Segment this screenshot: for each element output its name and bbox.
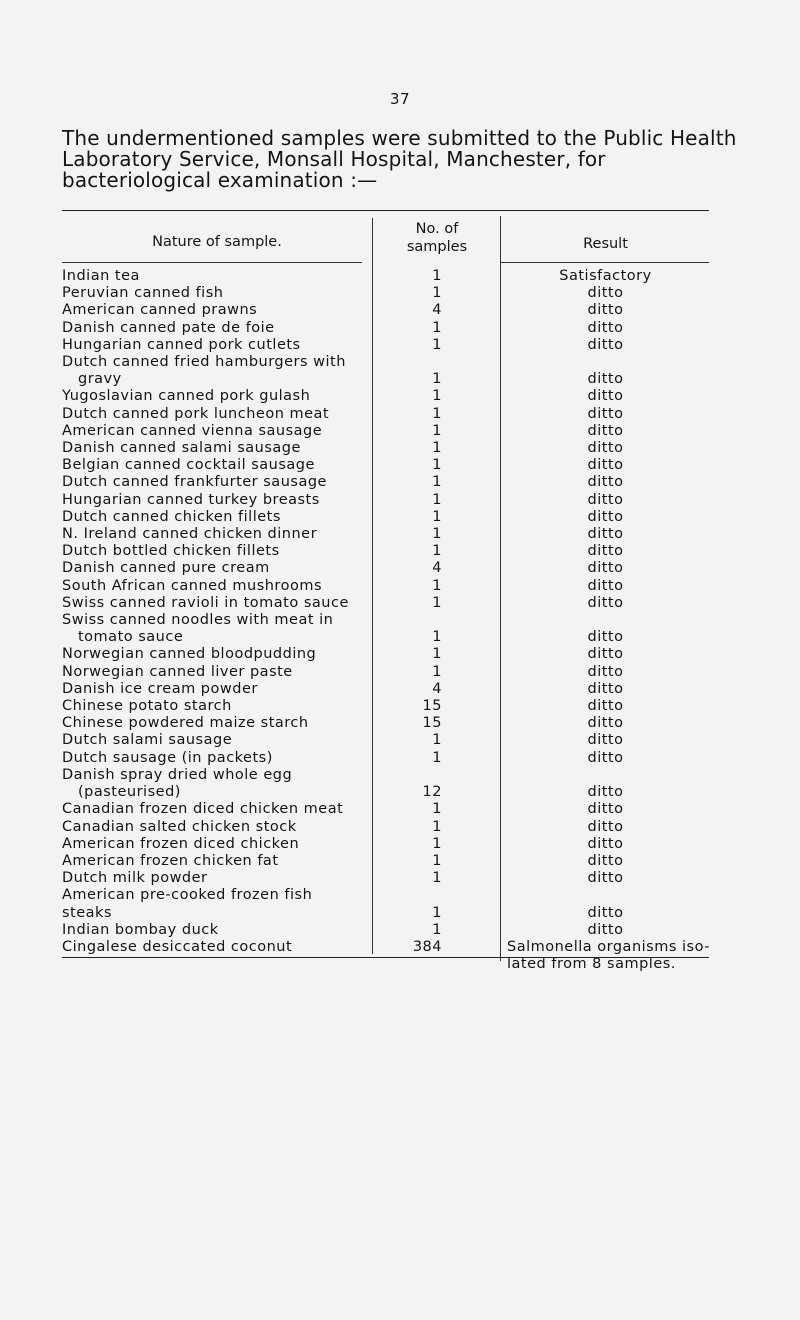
sample-name [62, 560, 362, 577]
sample-name-text: Dutch milk powder [62, 870, 208, 887]
header-underline-name [62, 262, 362, 263]
table-row [62, 750, 709, 767]
sample-result: ditto [587, 491, 624, 508]
sample-result: ditto [587, 440, 624, 457]
sample-name [62, 836, 362, 853]
sample-name [62, 268, 362, 285]
sample-name [62, 595, 362, 612]
table-row [62, 870, 709, 887]
sample-name-text: Dutch canned frankfurter sausage [62, 474, 327, 491]
sample-count: 15 [422, 698, 442, 715]
sample-name [62, 732, 362, 749]
sample-name [62, 526, 362, 543]
sample-name [62, 939, 362, 956]
sample-result-line1: Salmonella organisms iso- [507, 938, 710, 955]
sample-count: 1 [432, 319, 442, 336]
table-row [62, 388, 709, 405]
sample-name [62, 578, 362, 595]
table-row [62, 320, 709, 337]
sample-count: 1 [432, 629, 442, 646]
sample-result: ditto [587, 371, 624, 388]
sample-count: 4 [432, 680, 442, 697]
sample-name [62, 354, 362, 388]
sample-name [62, 474, 362, 491]
sample-count: 1 [432, 268, 442, 284]
sample-name [62, 612, 362, 646]
sample-name-text: Canadian salted chicken stock [62, 818, 297, 835]
table-row [62, 302, 709, 319]
sample-name [62, 646, 362, 663]
table-row [62, 492, 709, 509]
sample-name [62, 853, 362, 870]
sample-result: ditto [587, 904, 624, 921]
sample-name [62, 406, 362, 423]
table-row [62, 457, 709, 474]
sample-name-text: Indian bombay duck [62, 921, 219, 938]
sample-result: ditto [587, 698, 624, 715]
sample-name-text: Indian tea [62, 268, 140, 284]
sample-name [62, 302, 362, 319]
table-row [62, 732, 709, 749]
table-row [62, 406, 709, 423]
sample-name-text: Danish canned salami sausage [62, 440, 301, 457]
sample-name-text: Peruvian canned fish [62, 285, 224, 302]
table-row [62, 285, 709, 302]
table-row [62, 268, 709, 285]
table-row [62, 612, 709, 646]
sample-count: 1 [432, 663, 442, 680]
sample-name-text: Hungarian canned pork cutlets [62, 336, 301, 353]
sample-name-text: American canned vienna sausage [62, 422, 323, 439]
sample-name-text: Chinese powdered maize starch [62, 715, 309, 732]
sample-name [62, 715, 362, 732]
sample-name [62, 664, 362, 681]
table-row [62, 560, 709, 577]
sample-count: 384 [412, 938, 442, 955]
sample-result: ditto [587, 629, 624, 646]
sample-result: ditto [587, 870, 624, 887]
sample-name-text: Cingalese desiccated coconut [62, 938, 293, 955]
sample-count: 1 [432, 921, 442, 938]
sample-result: ditto [587, 921, 624, 938]
intro-paragraph: The undermentioned samples were submitted to the Public Health Laboratory Service, Monsall Hospital, Manchester, for bacteriological examination :— [62, 126, 737, 192]
sample-name-continuation: (pasteurised) [78, 784, 181, 801]
sample-name-text: American frozen chicken fat [62, 852, 279, 869]
sample-count: 1 [432, 749, 442, 766]
sample-name [62, 320, 362, 337]
sample-name-text: Canadian frozen diced chicken meat [62, 801, 344, 818]
sample-result: ditto [587, 457, 624, 474]
sample-name-text: Dutch salami sausage [62, 732, 233, 749]
sample-name [62, 922, 362, 939]
sample-name-text: Dutch canned chicken fillets [62, 508, 281, 525]
table-row [62, 681, 709, 698]
sample-name-text: Chinese potato starch [62, 698, 232, 715]
sample-count: 15 [422, 715, 442, 732]
sample-result: ditto [587, 663, 624, 680]
sample-name-text: Dutch sausage (in packets) [62, 749, 273, 766]
sample-name [62, 887, 362, 921]
sample-count: 1 [432, 508, 442, 525]
sample-name-text: Danish canned pure cream [62, 560, 270, 577]
sample-count: 4 [432, 302, 442, 319]
sample-result: ditto [587, 422, 624, 439]
header-no-of-line1: No. of [415, 221, 459, 237]
table-row [62, 715, 709, 732]
sample-name-text: Swiss canned noodles with meat in [62, 612, 334, 629]
sample-name [62, 492, 362, 509]
table-row [62, 337, 709, 354]
table-row [62, 526, 709, 543]
sample-count: 1 [432, 491, 442, 508]
table-row [62, 595, 709, 612]
sample-name [62, 543, 362, 560]
header-no-of-samples [374, 220, 500, 256]
sample-count: 1 [432, 388, 442, 405]
table-row [62, 578, 709, 595]
sample-count: 1 [432, 801, 442, 818]
sample-name [62, 457, 362, 474]
sample-result: ditto [587, 285, 624, 302]
sample-result: ditto [587, 405, 624, 422]
sample-result: ditto [587, 302, 624, 319]
sample-name-text: American pre-cooked frozen fish steaks [62, 887, 313, 921]
sample-count: 1 [432, 405, 442, 422]
sample-name-text: Danish canned pate de foie [62, 319, 275, 336]
table-row [62, 801, 709, 818]
sample-name-text: South African canned mushrooms [62, 577, 322, 594]
table-row [62, 836, 709, 853]
sample-result: ditto [587, 818, 624, 835]
sample-count: 1 [432, 422, 442, 439]
sample-result: ditto [587, 715, 624, 732]
sample-count: 1 [432, 440, 442, 457]
table-row [62, 887, 709, 921]
table-row [62, 698, 709, 715]
sample-name [62, 750, 362, 767]
table-row [62, 664, 709, 681]
sample-result: ditto [587, 680, 624, 697]
table-row [62, 474, 709, 491]
sample-name [62, 440, 362, 457]
sample-result: ditto [587, 543, 624, 560]
sample-result: ditto [587, 319, 624, 336]
table-row [62, 354, 709, 388]
table-row [62, 767, 709, 801]
sample-result: ditto [587, 508, 624, 525]
sample-name [62, 819, 362, 836]
sample-name-text: Norwegian canned bloodpudding [62, 646, 317, 663]
sample-result: ditto [587, 749, 624, 766]
header-nature-of-sample: Nature of sample. [152, 234, 282, 250]
sample-result: ditto [587, 835, 624, 852]
sample-name-text: Danish ice cream powder [62, 680, 258, 697]
sample-count: 1 [432, 543, 442, 560]
sample-name-text: Swiss canned ravioli in tomato sauce [62, 594, 349, 611]
table-row [62, 819, 709, 836]
sample-result: ditto [587, 560, 624, 577]
sample-name [62, 388, 362, 405]
sample-name-text: Yugoslavian canned pork gulash [62, 388, 311, 405]
sample-name [62, 285, 362, 302]
table-row [62, 423, 709, 440]
sample-result: ditto [587, 594, 624, 611]
sample-result: ditto [587, 474, 624, 491]
sample-name-continuation: gravy [78, 371, 122, 388]
sample-result: ditto [587, 784, 624, 801]
sample-count: 1 [432, 870, 442, 887]
sample-result: ditto [587, 732, 624, 749]
sample-name [62, 681, 362, 698]
sample-name-text: Norwegian canned liver paste [62, 663, 293, 680]
sample-count: 1 [432, 852, 442, 869]
table-row [62, 509, 709, 526]
sample-name [62, 767, 362, 801]
sample-result: ditto [587, 646, 624, 663]
sample-name [62, 423, 362, 440]
sample-result: ditto [587, 852, 624, 869]
sample-name-text: Dutch bottled chicken fillets [62, 543, 280, 560]
sample-name [62, 337, 362, 354]
table-body [62, 268, 710, 973]
table-row [62, 938, 710, 973]
sample-result: ditto [587, 336, 624, 353]
sample-name-continuation: tomato sauce [78, 629, 184, 646]
sample-name-text: Belgian canned cocktail sausage [62, 457, 315, 474]
sample-name-text: Dutch canned fried hamburgers with [62, 354, 346, 371]
table-row [62, 853, 709, 870]
sample-count: 4 [432, 560, 442, 577]
table-top-rule [62, 210, 709, 211]
sample-result: Satisfactory [559, 268, 652, 284]
table-row [62, 922, 709, 939]
sample-count: 1 [432, 285, 442, 302]
sample-result: ditto [587, 388, 624, 405]
sample-count: 1 [432, 646, 442, 663]
sample-name [62, 870, 362, 887]
sample-name-text: American frozen diced chicken [62, 835, 300, 852]
header-underline-result [500, 262, 709, 263]
sample-name [62, 698, 362, 715]
header-result: Result [583, 236, 628, 252]
page-number: 37 [389, 90, 411, 108]
sample-count: 12 [422, 784, 442, 801]
sample-name-text: Hungarian canned turkey breasts [62, 491, 320, 508]
sample-count: 1 [432, 474, 442, 491]
sample-count: 1 [432, 904, 442, 921]
sample-count: 1 [432, 594, 442, 611]
sample-count: 1 [432, 371, 442, 388]
sample-name-text: Danish spray dried whole egg [62, 766, 293, 783]
sample-count: 1 [432, 577, 442, 594]
sample-name-text: N. Ireland canned chicken dinner [62, 526, 318, 543]
table-row [62, 440, 709, 457]
sample-result: ditto [587, 801, 624, 818]
sample-count: 1 [432, 818, 442, 835]
header-no-of-line2: samples [406, 239, 468, 255]
sample-name-text: Dutch canned pork luncheon meat [62, 405, 330, 422]
table-row [62, 646, 709, 663]
sample-result: ditto [587, 526, 624, 543]
sample-result: ditto [587, 577, 624, 594]
table-row [62, 543, 709, 560]
sample-name-text: American canned prawns [62, 302, 258, 319]
table-bottom-rule [62, 957, 709, 958]
sample-count: 1 [432, 835, 442, 852]
sample-count: 1 [432, 336, 442, 353]
sample-count: 1 [432, 526, 442, 543]
sample-count: 1 [432, 732, 442, 749]
sample-result-line2: lated from 8 samples. [507, 956, 676, 973]
sample-name [62, 509, 362, 526]
sample-count: 1 [432, 457, 442, 474]
sample-name [62, 801, 362, 818]
